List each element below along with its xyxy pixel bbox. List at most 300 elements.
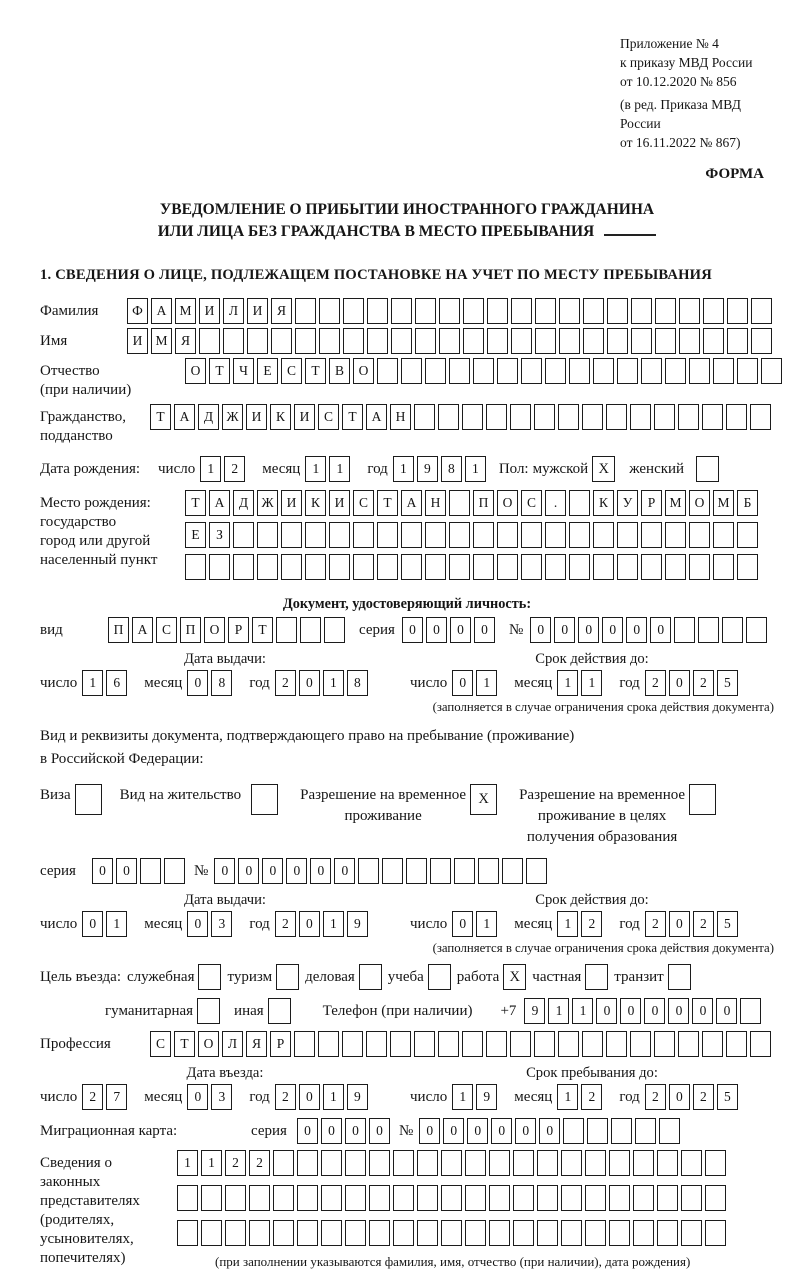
form-cell[interactable]: 1 [201,1150,222,1176]
form-cell[interactable]: 1 [557,911,578,937]
form-cell[interactable]: 1 [581,670,602,696]
form-cell[interactable] [563,1118,584,1144]
form-cell[interactable]: 0 [187,911,208,937]
form-cell[interactable] [702,1031,723,1057]
form-cell[interactable] [746,617,767,643]
form-cell[interactable] [390,1031,411,1057]
form-cell[interactable]: 5 [717,911,738,937]
form-cell[interactable] [513,1220,534,1246]
form-cell[interactable] [497,554,518,580]
form-cell[interactable] [406,858,427,884]
form-cell[interactable] [414,404,435,430]
form-cell[interactable] [366,1031,387,1057]
form-cell[interactable]: Ж [222,404,243,430]
purpose-official-checkbox[interactable] [198,964,221,990]
form-cell[interactable] [425,358,446,384]
form-cell[interactable]: И [127,328,148,354]
form-cell[interactable]: 2 [225,1150,246,1176]
form-cell[interactable] [751,328,772,354]
form-cell[interactable]: 0 [578,617,599,643]
form-cell[interactable]: Т [377,490,398,516]
form-cell[interactable] [377,554,398,580]
form-cell[interactable]: 0 [299,911,320,937]
form-cell[interactable]: К [270,404,291,430]
form-cell[interactable] [582,404,603,430]
form-cell[interactable] [657,1185,678,1211]
form-cell[interactable] [233,522,254,548]
form-cell[interactable] [561,1220,582,1246]
form-cell[interactable]: 2 [645,1084,666,1110]
form-cell[interactable]: 7 [106,1084,127,1110]
form-cell[interactable] [318,1031,339,1057]
purpose-other-checkbox[interactable] [268,998,291,1024]
form-cell[interactable]: 1 [305,456,326,482]
form-cell[interactable] [297,1220,318,1246]
form-cell[interactable] [750,1031,771,1057]
form-cell[interactable] [633,1185,654,1211]
form-cell[interactable] [249,1185,270,1211]
form-cell[interactable]: 0 [669,911,690,937]
form-cell[interactable] [705,1150,726,1176]
form-cell[interactable]: У [617,490,638,516]
form-cell[interactable] [489,1150,510,1176]
form-cell[interactable]: М [175,298,196,324]
form-cell[interactable]: Т [150,404,171,430]
form-cell[interactable] [737,358,758,384]
form-cell[interactable] [273,1220,294,1246]
form-cell[interactable]: Л [222,1031,243,1057]
form-cell[interactable] [569,554,590,580]
form-cell[interactable] [391,328,412,354]
form-cell[interactable] [449,358,470,384]
form-cell[interactable]: 0 [238,858,259,884]
form-cell[interactable]: . [545,490,566,516]
form-cell[interactable] [281,554,302,580]
form-cell[interactable] [473,522,494,548]
form-cell[interactable]: 1 [557,670,578,696]
form-cell[interactable] [441,1220,462,1246]
form-cell[interactable]: 1 [323,1084,344,1110]
form-cell[interactable]: Т [252,617,273,643]
form-cell[interactable] [473,358,494,384]
form-cell[interactable]: С [318,404,339,430]
form-cell[interactable]: 2 [581,1084,602,1110]
form-cell[interactable]: П [473,490,494,516]
form-cell[interactable] [486,404,507,430]
form-cell[interactable] [177,1220,198,1246]
form-cell[interactable] [545,358,566,384]
form-cell[interactable] [417,1185,438,1211]
form-cell[interactable] [513,1150,534,1176]
form-cell[interactable]: 0 [491,1118,512,1144]
form-cell[interactable]: 0 [310,858,331,884]
form-cell[interactable] [489,1220,510,1246]
form-cell[interactable] [353,522,374,548]
form-cell[interactable] [345,1220,366,1246]
form-cell[interactable] [678,404,699,430]
form-cell[interactable] [449,554,470,580]
form-cell[interactable]: 0 [716,998,737,1024]
form-cell[interactable]: 0 [669,670,690,696]
form-cell[interactable]: 0 [426,617,447,643]
form-cell[interactable]: 1 [200,456,221,482]
form-cell[interactable] [391,298,412,324]
form-cell[interactable] [164,858,185,884]
form-cell[interactable] [585,1185,606,1211]
form-cell[interactable] [698,617,719,643]
form-cell[interactable] [487,328,508,354]
form-cell[interactable] [585,1220,606,1246]
form-cell[interactable]: 0 [299,670,320,696]
form-cell[interactable]: С [521,490,542,516]
form-cell[interactable]: 0 [650,617,671,643]
form-cell[interactable] [689,554,710,580]
form-cell[interactable] [438,1031,459,1057]
form-cell[interactable] [521,554,542,580]
form-cell[interactable]: И [246,404,267,430]
form-cell[interactable] [473,554,494,580]
form-cell[interactable] [705,1220,726,1246]
form-cell[interactable]: 0 [402,617,423,643]
form-cell[interactable] [607,298,628,324]
form-cell[interactable] [463,328,484,354]
form-cell[interactable]: 0 [450,617,471,643]
form-cell[interactable]: 6 [106,670,127,696]
form-cell[interactable] [454,858,475,884]
form-cell[interactable] [737,554,758,580]
form-cell[interactable]: О [185,358,206,384]
form-cell[interactable] [487,298,508,324]
form-cell[interactable] [657,1150,678,1176]
form-cell[interactable]: 0 [669,1084,690,1110]
form-cell[interactable]: 1 [177,1150,198,1176]
form-cell[interactable] [659,1118,680,1144]
form-cell[interactable] [593,358,614,384]
form-cell[interactable]: А [174,404,195,430]
form-cell[interactable]: С [150,1031,171,1057]
form-cell[interactable] [329,554,350,580]
form-cell[interactable] [321,1220,342,1246]
form-cell[interactable] [630,1031,651,1057]
form-cell[interactable] [537,1185,558,1211]
form-cell[interactable] [393,1150,414,1176]
form-cell[interactable]: 1 [557,1084,578,1110]
form-cell[interactable]: И [199,298,220,324]
form-cell[interactable] [681,1220,702,1246]
form-cell[interactable] [257,522,278,548]
form-cell[interactable] [489,1185,510,1211]
form-cell[interactable] [367,328,388,354]
form-cell[interactable]: 0 [596,998,617,1024]
temp-permit-checkbox[interactable]: X [470,784,497,815]
form-cell[interactable]: 8 [211,670,232,696]
form-cell[interactable] [713,358,734,384]
form-cell[interactable] [465,1220,486,1246]
form-cell[interactable]: 0 [297,1118,318,1144]
form-cell[interactable] [617,358,638,384]
form-cell[interactable] [655,298,676,324]
form-cell[interactable] [606,1031,627,1057]
form-cell[interactable] [465,1150,486,1176]
form-cell[interactable] [534,1031,555,1057]
form-cell[interactable] [497,522,518,548]
form-cell[interactable]: Е [257,358,278,384]
form-cell[interactable] [439,298,460,324]
form-cell[interactable] [559,328,580,354]
form-cell[interactable]: 9 [417,456,438,482]
form-cell[interactable] [537,1220,558,1246]
form-cell[interactable] [497,358,518,384]
form-cell[interactable]: 1 [452,1084,473,1110]
form-cell[interactable] [439,328,460,354]
form-cell[interactable] [631,328,652,354]
form-cell[interactable] [462,404,483,430]
form-cell[interactable]: Ф [127,298,148,324]
form-cell[interactable]: Я [246,1031,267,1057]
form-cell[interactable] [703,298,724,324]
form-cell[interactable]: С [156,617,177,643]
form-cell[interactable] [655,328,676,354]
form-cell[interactable] [319,328,340,354]
form-cell[interactable] [393,1220,414,1246]
form-cell[interactable] [449,522,470,548]
form-cell[interactable]: А [132,617,153,643]
form-cell[interactable] [369,1220,390,1246]
form-cell[interactable]: Е [185,522,206,548]
form-cell[interactable] [295,328,316,354]
form-cell[interactable] [430,858,451,884]
form-cell[interactable] [535,328,556,354]
form-cell[interactable] [294,1031,315,1057]
form-cell[interactable]: 0 [116,858,137,884]
form-cell[interactable] [353,554,374,580]
form-cell[interactable]: 2 [581,911,602,937]
form-cell[interactable] [276,617,297,643]
form-cell[interactable]: 9 [524,998,545,1024]
form-cell[interactable] [702,404,723,430]
form-cell[interactable] [209,554,230,580]
form-cell[interactable] [502,858,523,884]
form-cell[interactable]: 1 [323,911,344,937]
form-cell[interactable] [678,1031,699,1057]
form-cell[interactable]: 0 [214,858,235,884]
form-cell[interactable] [569,358,590,384]
form-cell[interactable]: А [401,490,422,516]
form-cell[interactable]: 0 [626,617,647,643]
form-cell[interactable]: 0 [467,1118,488,1144]
form-cell[interactable]: 0 [452,911,473,937]
form-cell[interactable] [177,1185,198,1211]
form-cell[interactable]: 0 [554,617,575,643]
form-cell[interactable]: И [247,298,268,324]
form-cell[interactable] [438,404,459,430]
form-cell[interactable]: 0 [334,858,355,884]
form-cell[interactable] [641,554,662,580]
form-cell[interactable] [606,404,627,430]
purpose-study-checkbox[interactable] [428,964,451,990]
form-cell[interactable]: 5 [717,670,738,696]
form-cell[interactable]: Ч [233,358,254,384]
form-cell[interactable]: 9 [347,1084,368,1110]
form-cell[interactable] [631,298,652,324]
form-cell[interactable] [607,328,628,354]
form-cell[interactable] [511,328,532,354]
form-cell[interactable] [377,522,398,548]
form-cell[interactable] [401,358,422,384]
form-cell[interactable]: Ж [257,490,278,516]
purpose-private-checkbox[interactable] [585,964,608,990]
form-cell[interactable]: Т [209,358,230,384]
form-cell[interactable] [401,554,422,580]
form-cell[interactable] [713,554,734,580]
form-cell[interactable]: 2 [645,911,666,937]
form-cell[interactable]: 0 [321,1118,342,1144]
form-cell[interactable] [617,554,638,580]
form-cell[interactable] [273,1185,294,1211]
form-cell[interactable]: 9 [476,1084,497,1110]
sex-male-checkbox[interactable]: X [592,456,615,482]
form-cell[interactable] [414,1031,435,1057]
form-cell[interactable] [441,1185,462,1211]
form-cell[interactable] [713,522,734,548]
form-cell[interactable] [449,490,470,516]
purpose-work-checkbox[interactable]: X [503,964,526,990]
form-cell[interactable]: 5 [717,1084,738,1110]
form-cell[interactable] [324,617,345,643]
form-cell[interactable] [401,522,422,548]
form-cell[interactable]: Д [233,490,254,516]
form-cell[interactable]: М [151,328,172,354]
form-cell[interactable] [465,1185,486,1211]
form-cell[interactable] [417,1220,438,1246]
form-cell[interactable] [593,522,614,548]
form-cell[interactable]: Т [342,404,363,430]
form-cell[interactable]: Р [641,490,662,516]
form-cell[interactable] [510,1031,531,1057]
form-cell[interactable]: Л [223,298,244,324]
form-cell[interactable] [257,554,278,580]
purpose-transit-checkbox[interactable] [668,964,691,990]
form-cell[interactable] [377,358,398,384]
form-cell[interactable] [537,1150,558,1176]
residence-permit-checkbox[interactable] [251,784,278,815]
form-cell[interactable] [674,617,695,643]
form-cell[interactable]: А [151,298,172,324]
form-cell[interactable]: 0 [620,998,641,1024]
form-cell[interactable]: 0 [262,858,283,884]
form-cell[interactable]: 0 [692,998,713,1024]
form-cell[interactable] [681,1150,702,1176]
form-cell[interactable] [633,1220,654,1246]
form-cell[interactable] [654,1031,675,1057]
form-cell[interactable] [249,1220,270,1246]
form-cell[interactable] [358,858,379,884]
form-cell[interactable] [609,1150,630,1176]
form-cell[interactable]: 2 [275,1084,296,1110]
form-cell[interactable]: 1 [476,670,497,696]
form-cell[interactable]: Н [425,490,446,516]
form-cell[interactable]: 0 [187,1084,208,1110]
form-cell[interactable]: 2 [693,1084,714,1110]
form-cell[interactable]: 2 [275,670,296,696]
form-cell[interactable] [223,328,244,354]
form-cell[interactable] [393,1185,414,1211]
form-cell[interactable] [561,1150,582,1176]
form-cell[interactable] [641,358,662,384]
form-cell[interactable]: Т [174,1031,195,1057]
form-cell[interactable] [583,328,604,354]
form-cell[interactable] [761,358,782,384]
form-cell[interactable] [521,522,542,548]
form-cell[interactable] [343,298,364,324]
form-cell[interactable] [526,858,547,884]
visa-checkbox[interactable] [75,784,102,815]
form-cell[interactable] [271,328,292,354]
form-cell[interactable] [609,1185,630,1211]
form-cell[interactable] [201,1220,222,1246]
form-cell[interactable]: Т [305,358,326,384]
form-cell[interactable]: 1 [106,911,127,937]
form-cell[interactable]: 0 [474,617,495,643]
form-cell[interactable]: 0 [452,670,473,696]
form-cell[interactable] [569,522,590,548]
form-cell[interactable]: 1 [329,456,350,482]
form-cell[interactable] [727,328,748,354]
form-cell[interactable] [417,1150,438,1176]
form-cell[interactable] [201,1185,222,1211]
form-cell[interactable] [641,522,662,548]
form-cell[interactable]: 2 [693,911,714,937]
form-cell[interactable]: 0 [299,1084,320,1110]
form-cell[interactable] [305,522,326,548]
form-cell[interactable]: 1 [323,670,344,696]
form-cell[interactable] [727,298,748,324]
form-cell[interactable]: М [713,490,734,516]
form-cell[interactable]: О [198,1031,219,1057]
form-cell[interactable] [295,298,316,324]
form-cell[interactable] [679,328,700,354]
form-cell[interactable]: М [665,490,686,516]
form-cell[interactable] [535,298,556,324]
form-cell[interactable]: И [281,490,302,516]
form-cell[interactable] [247,328,268,354]
form-cell[interactable]: В [329,358,350,384]
form-cell[interactable] [559,298,580,324]
form-cell[interactable]: И [329,490,350,516]
form-cell[interactable] [585,1150,606,1176]
form-cell[interactable]: Н [390,404,411,430]
form-cell[interactable]: 0 [515,1118,536,1144]
form-cell[interactable] [305,554,326,580]
form-cell[interactable]: 0 [530,617,551,643]
form-cell[interactable] [367,298,388,324]
form-cell[interactable] [558,404,579,430]
purpose-tourism-checkbox[interactable] [276,964,299,990]
form-cell[interactable] [726,1031,747,1057]
form-cell[interactable] [582,1031,603,1057]
form-cell[interactable] [511,298,532,324]
form-cell[interactable] [319,298,340,324]
form-cell[interactable]: 1 [465,456,486,482]
form-cell[interactable]: 8 [347,670,368,696]
form-cell[interactable]: П [108,617,129,643]
form-cell[interactable] [654,404,675,430]
form-cell[interactable] [561,1185,582,1211]
form-cell[interactable] [545,554,566,580]
sex-female-checkbox[interactable] [696,456,719,482]
form-cell[interactable]: 3 [211,911,232,937]
form-cell[interactable]: З [209,522,230,548]
